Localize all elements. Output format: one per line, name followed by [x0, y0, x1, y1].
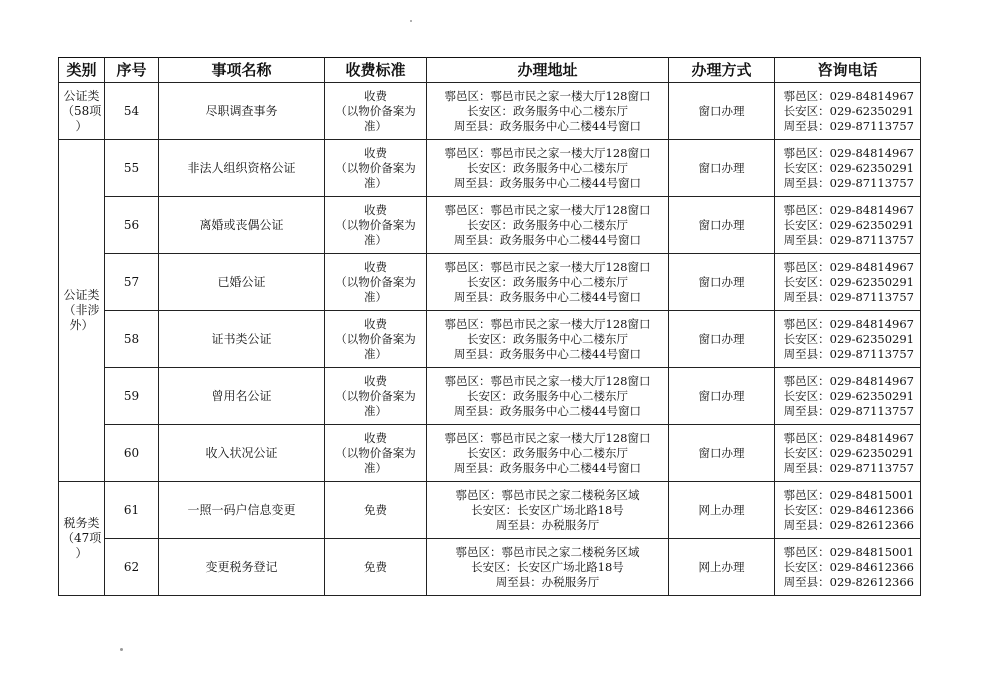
fee-standard — [325, 482, 427, 539]
contact-phone-line: 鄠邑区：029-84814967 — [783, 430, 914, 445]
contact-phone-line: 周至县：029-87113757 — [783, 289, 914, 304]
service-address-line: 周至县：政务服务中心二楼44号窗口 — [453, 289, 642, 304]
table-row — [59, 254, 921, 311]
category-label-line: （47项 — [62, 531, 102, 545]
service-method: 窗口办理 — [669, 254, 775, 311]
fee-standard-line: 收费 — [364, 202, 387, 217]
service-address — [427, 140, 669, 197]
scan-speck — [410, 20, 412, 22]
contact-phone — [775, 197, 921, 254]
header-address: 办理地址 — [427, 58, 669, 83]
service-address — [427, 311, 669, 368]
service-address-line: 长安区：政务服务中心二楼东厅 — [467, 331, 628, 346]
service-address-line: 长安区：长安区广场北路18号 — [471, 502, 624, 517]
item-name: 非法人组织资格公证 — [159, 140, 325, 197]
fee-standard-line: 收费 — [364, 373, 387, 388]
header-phone: 咨询电话 — [775, 58, 921, 83]
service-address-line: 周至县：政务服务中心二楼44号窗口 — [453, 346, 642, 361]
fee-standard-line: （以物价备案为 — [335, 217, 416, 232]
service-address-line: 鄠邑区：鄠邑市民之家一楼大厅128窗口 — [444, 373, 651, 388]
item-name: 离婚或丧偶公证 — [159, 197, 325, 254]
item-number: 62 — [105, 539, 159, 596]
fee-standard-line: 准） — [364, 289, 387, 304]
fee-standard-line: 收费 — [364, 145, 387, 160]
service-address-line: 长安区：政务服务中心二楼东厅 — [467, 103, 628, 118]
contact-phone-line: 周至县：029-87113757 — [783, 118, 914, 133]
contact-phone-line: 周至县：029-82612366 — [783, 574, 914, 589]
item-number: 58 — [105, 311, 159, 368]
contact-phone — [775, 368, 921, 425]
fee-standard — [325, 254, 427, 311]
item-number: 55 — [105, 140, 159, 197]
fee-standard-line: （以物价备案为 — [335, 103, 416, 118]
service-address-line: 长安区：政务服务中心二楼东厅 — [467, 160, 628, 175]
service-address — [427, 254, 669, 311]
service-address — [427, 197, 669, 254]
contact-phone-line: 鄠邑区：029-84814967 — [783, 88, 914, 103]
service-table — [58, 57, 921, 596]
service-method: 网上办理 — [669, 539, 775, 596]
item-number: 54 — [105, 83, 159, 140]
service-method: 窗口办理 — [669, 368, 775, 425]
fee-standard-line: 准） — [364, 118, 387, 133]
table-row — [59, 368, 921, 425]
contact-phone-line: 长安区：029-62350291 — [783, 331, 914, 346]
table-row — [59, 311, 921, 368]
header-method: 办理方式 — [669, 58, 775, 83]
fee-standard-line: （以物价备案为 — [335, 388, 416, 403]
table-row — [59, 140, 921, 197]
contact-phone-line: 长安区：029-62350291 — [783, 445, 914, 460]
fee-standard-line: （以物价备案为 — [335, 160, 416, 175]
contact-phone-line: 周至县：029-87113757 — [783, 460, 914, 475]
fee-standard-line: （以物价备案为 — [335, 274, 416, 289]
service-address-line: 长安区：政务服务中心二楼东厅 — [467, 388, 628, 403]
service-address-line: 周至县：政务服务中心二楼44号窗口 — [453, 175, 642, 190]
service-address-line: 长安区：政务服务中心二楼东厅 — [467, 217, 628, 232]
fee-standard-line: 收费 — [364, 259, 387, 274]
item-name: 尽职调查事务 — [159, 83, 325, 140]
table-row — [59, 197, 921, 254]
service-address-line: 鄠邑区：鄠邑市民之家一楼大厅128窗口 — [444, 145, 651, 160]
contact-phone — [775, 539, 921, 596]
contact-phone-line: 长安区：029-62350291 — [783, 274, 914, 289]
contact-phone-line: 鄠邑区：029-84814967 — [783, 202, 914, 217]
contact-phone — [775, 482, 921, 539]
item-number: 60 — [105, 425, 159, 482]
service-address-line: 长安区：政务服务中心二楼东厅 — [467, 274, 628, 289]
contact-phone-line: 周至县：029-87113757 — [783, 175, 914, 190]
service-method: 窗口办理 — [669, 197, 775, 254]
scan-speck — [120, 648, 123, 651]
service-address-line: 周至县：办税服务厅 — [495, 517, 600, 532]
service-address-line: 鄠邑区：鄠邑市民之家一楼大厅128窗口 — [444, 259, 651, 274]
category-label-line: 外） — [69, 318, 94, 332]
contact-phone — [775, 254, 921, 311]
item-number: 57 — [105, 254, 159, 311]
service-address — [427, 368, 669, 425]
category-label-line: 公证类 — [63, 288, 100, 302]
contact-phone — [775, 311, 921, 368]
table-row — [59, 482, 921, 539]
contact-phone-line: 周至县：029-82612366 — [783, 517, 914, 532]
contact-phone-line: 鄠邑区：029-84815001 — [783, 487, 914, 502]
service-address — [427, 539, 669, 596]
contact-phone-line: 鄠邑区：029-84814967 — [783, 316, 914, 331]
service-address-line: 鄠邑区：鄠邑市民之家一楼大厅128窗口 — [444, 430, 651, 445]
service-address-line: 鄠邑区：鄠邑市民之家一楼大厅128窗口 — [444, 88, 651, 103]
contact-phone-line: 鄠邑区：029-84814967 — [783, 145, 914, 160]
fee-standard-line: 免费 — [364, 502, 387, 517]
service-address-line: 周至县：政务服务中心二楼44号窗口 — [453, 460, 642, 475]
contact-phone-line: 长安区：029-84612366 — [783, 502, 914, 517]
service-method: 窗口办理 — [669, 140, 775, 197]
service-address-line: 鄠邑区：鄠邑市民之家二楼税务区域 — [455, 544, 640, 559]
contact-phone-line: 长安区：029-62350291 — [783, 160, 914, 175]
fee-standard — [325, 197, 427, 254]
contact-phone-line: 周至县：029-87113757 — [783, 346, 914, 361]
service-address — [427, 83, 669, 140]
category-label-line: （非涉 — [63, 303, 100, 317]
service-address-line: 周至县：政务服务中心二楼44号窗口 — [453, 118, 642, 133]
fee-standard-line: 准） — [364, 232, 387, 247]
category-label-line: 公证类 — [63, 88, 100, 103]
item-name: 曾用名公证 — [159, 368, 325, 425]
service-method: 窗口办理 — [669, 311, 775, 368]
table-row — [59, 425, 921, 482]
fee-standard-line: 收费 — [364, 316, 387, 331]
contact-phone-line: 长安区：029-62350291 — [783, 217, 914, 232]
category-label-line: ） — [75, 546, 88, 560]
fee-standard — [325, 311, 427, 368]
service-address-line: 长安区：政务服务中心二楼东厅 — [467, 445, 628, 460]
table-header-row — [59, 58, 921, 83]
fee-standard-line: （以物价备案为 — [335, 445, 416, 460]
contact-phone-line: 周至县：029-87113757 — [783, 232, 914, 247]
service-address-line: 周至县：办税服务厅 — [495, 574, 600, 589]
service-address-line: 鄠邑区：鄠邑市民之家一楼大厅128窗口 — [444, 316, 651, 331]
contact-phone — [775, 83, 921, 140]
item-name: 变更税务登记 — [159, 539, 325, 596]
service-address-line: 周至县：政务服务中心二楼44号窗口 — [453, 232, 642, 247]
category-label-line: ） — [75, 118, 88, 133]
contact-phone-line: 周至县：029-87113757 — [783, 403, 914, 418]
contact-phone — [775, 140, 921, 197]
fee-standard — [325, 140, 427, 197]
header-number: 序号 — [105, 58, 159, 83]
contact-phone-line: 鄠邑区：029-84814967 — [783, 373, 914, 388]
fee-standard-line: 准） — [364, 346, 387, 361]
item-name: 一照一码户信息变更 — [159, 482, 325, 539]
fee-standard-line: 准） — [364, 460, 387, 475]
item-number: 59 — [105, 368, 159, 425]
fee-standard-line: 收费 — [364, 88, 387, 103]
service-address-line: 鄠邑区：鄠邑市民之家一楼大厅128窗口 — [444, 202, 651, 217]
item-number: 61 — [105, 482, 159, 539]
fee-standard — [325, 83, 427, 140]
contact-phone-line: 长安区：029-84612366 — [783, 559, 914, 574]
fee-standard — [325, 539, 427, 596]
header-fee-standard: 收费标准 — [325, 58, 427, 83]
category-cell — [59, 140, 105, 482]
contact-phone-line: 鄠邑区：029-84815001 — [783, 544, 914, 559]
fee-standard-line: 收费 — [364, 430, 387, 445]
contact-phone — [775, 425, 921, 482]
item-name: 已婚公证 — [159, 254, 325, 311]
service-address — [427, 482, 669, 539]
service-address-line: 鄠邑区：鄠邑市民之家二楼税务区域 — [455, 487, 640, 502]
contact-phone-line: 鄠邑区：029-84814967 — [783, 259, 914, 274]
header-category: 类别 — [59, 58, 105, 83]
table-row — [59, 83, 921, 140]
header-item-name: 事项名称 — [159, 58, 325, 83]
item-name: 收入状况公证 — [159, 425, 325, 482]
service-address-line: 周至县：政务服务中心二楼44号窗口 — [453, 403, 642, 418]
fee-standard-line: 免费 — [364, 559, 387, 574]
fee-standard — [325, 368, 427, 425]
service-method: 窗口办理 — [669, 83, 775, 140]
contact-phone-line: 长安区：029-62350291 — [783, 388, 914, 403]
fee-standard-line: （以物价备案为 — [335, 331, 416, 346]
contact-phone-line: 长安区：029-62350291 — [783, 103, 914, 118]
fee-standard-line: 准） — [364, 403, 387, 418]
fee-standard — [325, 425, 427, 482]
service-table-page — [58, 57, 920, 596]
item-name: 证书类公证 — [159, 311, 325, 368]
service-address-line: 长安区：长安区广场北路18号 — [471, 559, 624, 574]
table-body — [59, 83, 921, 596]
category-cell — [59, 83, 105, 140]
category-label-line: 税务类 — [63, 516, 100, 530]
category-label-line: （58项 — [62, 103, 102, 118]
service-method: 网上办理 — [669, 482, 775, 539]
category-cell — [59, 482, 105, 596]
table-row — [59, 539, 921, 596]
service-address — [427, 425, 669, 482]
item-number: 56 — [105, 197, 159, 254]
service-method: 窗口办理 — [669, 425, 775, 482]
fee-standard-line: 准） — [364, 175, 387, 190]
